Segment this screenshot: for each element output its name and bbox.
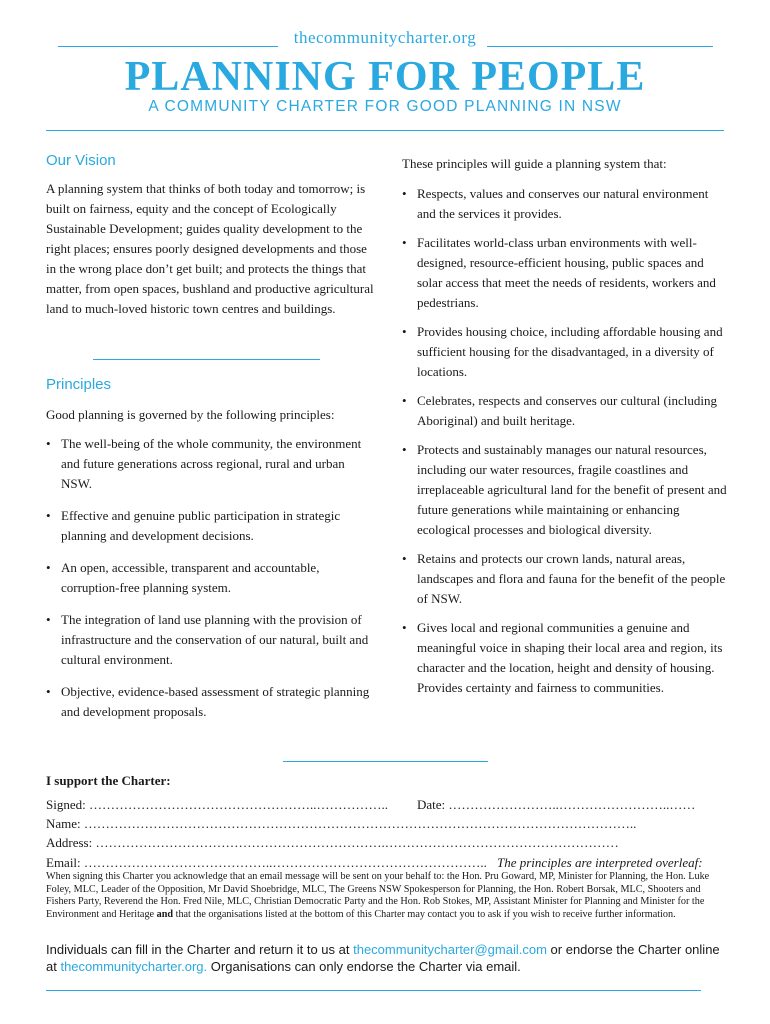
principle-item: • Effective and genuine public participation in strategic planning and development decisions.: [46, 506, 371, 546]
header-divider: [46, 130, 724, 131]
guide-item: • Gives local and regional communities a genuine and meaningful voice in shaping their local area and region, its character and the location, height and density of housing. Provides certainty and fairness to communities.: [402, 618, 727, 698]
disclaimer-part: that the organisations listed at the bottom of this Charter may contact you to ask if you wish to receive further information.: [173, 908, 676, 920]
guide-intro: These principles will guide a planning system that:: [402, 156, 667, 171]
site-url-header[interactable]: thecommunitycharter.org: [293, 28, 477, 47]
date-field[interactable]: ……………………..……………………..……: [448, 797, 696, 812]
principle-item: • The integration of land use planning with the provision of infrastructure and the conservation of our natural, built and cultural environment.: [46, 610, 371, 670]
page-subtitle: A COMMUNITY CHARTER FOR GOOD PLANNING IN NSW: [148, 98, 622, 115]
principles-heading: Principles: [46, 376, 112, 393]
footer-site-link[interactable]: thecommunitycharter.org.: [60, 959, 208, 974]
name-field[interactable]: ………………………………………………………………………………………………………………..: [83, 816, 637, 831]
principles-list: [46, 434, 371, 734]
footer-divider: [46, 990, 701, 991]
vision-text: A planning system that thinks of both today and tomorrow; is built on fairness, equity and the concept of Ecologically Sustainable Development; guides quality development to the right places; ensures poorly designed developments and those in the wrong place don’t get built; and protects the things that matter, from open spaces, bushland and productive agricultural land to much-loved historic town centres and buildings.: [46, 181, 374, 316]
disclaimer-bold: and: [156, 908, 174, 920]
email-field[interactable]: ……………………………………..…………………………………………..: [83, 855, 487, 870]
footer-part: Individuals can fill in the Charter and return it to us at: [46, 942, 354, 957]
principle-item: • The well-being of the whole community, the environment and future generations across regional, rural and urban NSW.: [46, 434, 371, 494]
guide-list: [402, 184, 727, 707]
email-row: [46, 853, 487, 873]
principle-item: • An open, accessible, transparent and accountable, corruption-free planning system.: [46, 558, 371, 598]
guide-item: • Retains and protects our crown lands, natural areas, landscapes and flora and fauna for the benefit of the people of NSW.: [402, 549, 727, 609]
address-row: [46, 833, 619, 853]
date-row: [417, 795, 695, 815]
footer-part: or endorse the Charter online at: [46, 942, 720, 974]
guide-item: • Respects, values and conserves our natural environment and the services it provides.: [402, 184, 727, 224]
signed-label: Signed:: [46, 797, 86, 812]
guide-item: • Protects and sustainably manages our natural resources, including our water resources, fragile coastlines and irreplaceable agricultural land for the benefit of present and future generations while maintaining or enhancing ecological processes and biological diversity.: [402, 440, 727, 540]
vision-heading: Our Vision: [46, 152, 116, 169]
form-heading: I support the Charter:: [46, 773, 171, 788]
form-divider: [283, 761, 488, 762]
guide-item: • Provides housing choice, including affordable housing and sufficient housing for the disadvantaged, in a diversity of locations.: [402, 322, 727, 382]
principles-intro: Good planning is governed by the following principles:: [46, 407, 335, 422]
principle-item: • Objective, evidence-based assessment of strategic planning and development proposals.: [46, 682, 371, 722]
signed-row: [46, 795, 388, 815]
name-label: Name:: [46, 816, 81, 831]
guide-item: • Celebrates, respects and conserves our cultural (including Aboriginal) and built heritage.: [402, 391, 727, 431]
footer-part: Organisations can only endorse the Charter via email.: [207, 959, 521, 974]
disclaimer-part: When signing this Charter you acknowledge that an email message will be sent on your behalf to: the Hon. Pru Goward, MP, Minister for Planning, the Hon. Luke Foley, MLC, Leader of the Opposition, Mr David Shoebridge, MLC, The Greens NSW Spokesperson for Planning, the Hon. Robert Borsak, MLC, Shooters and Fishers Party, Reverend the Hon. Fred Nile, MLC, Christian Democratic Party and the Hon. Rob Stokes, MP, Assistant Minister for Planning and Minister for the Environment and Heritage: [46, 871, 710, 920]
address-label: Address:: [46, 835, 93, 850]
name-row: [46, 814, 636, 834]
overleaf-note: The principles are interpreted overleaf:: [497, 855, 703, 870]
footer-email-link[interactable]: thecommunitycharter@gmail.com: [353, 942, 547, 957]
disclaimer-text: [46, 871, 726, 921]
signed-field[interactable]: ……………………………………………..……………..: [88, 797, 388, 812]
page-title: PLANNING FOR PEOPLE: [124, 54, 646, 100]
date-label: Date:: [417, 797, 446, 812]
footer-text: [46, 941, 726, 975]
vision-divider: [93, 359, 320, 360]
email-label: Email:: [46, 855, 81, 870]
guide-item: • Facilitates world-class urban environments with well-designed, resource-efficient housing, public spaces and solar access that meet the needs of residents, workers and pedestrians.: [402, 233, 727, 313]
address-field[interactable]: ………………………………………………………….………………………………………………: [95, 835, 619, 850]
